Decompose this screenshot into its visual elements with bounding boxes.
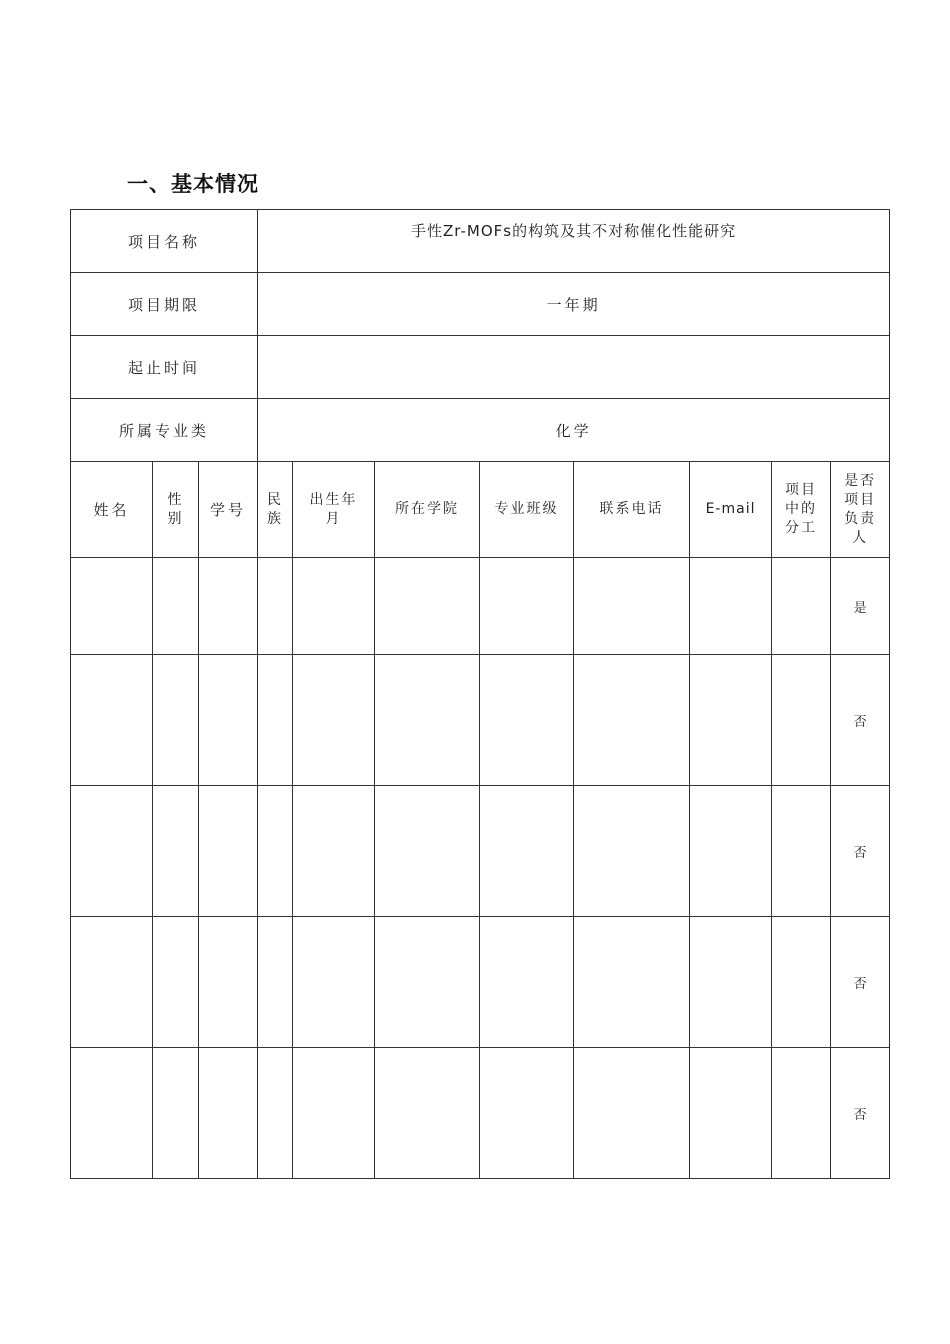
header-college: 所在学院: [375, 462, 480, 558]
is-leader-value: 是: [831, 558, 890, 655]
header-gender: 性别: [153, 462, 199, 558]
members-header-row: [71, 462, 890, 558]
header-phone: 联系电话: [574, 462, 690, 558]
member-row: [71, 786, 890, 917]
header-is-leader: 是否项目负责人: [831, 462, 890, 558]
is-leader-value: 否: [831, 786, 890, 917]
period-label: 起止时间: [71, 336, 258, 399]
header-birth-date: 出生年月: [293, 462, 375, 558]
project-name-label: 项目名称: [71, 210, 258, 273]
section-title: 一、基本情况: [127, 172, 259, 196]
header-ethnicity: 民族: [258, 462, 293, 558]
project-name-value: 手性Zr-MOFs的构筑及其不对称催化性能研究: [258, 210, 890, 273]
is-leader-value: 否: [831, 1048, 890, 1179]
major-value: 化学: [258, 399, 890, 462]
header-role: 项目中的分工: [772, 462, 831, 558]
period-value: [258, 336, 890, 399]
member-row: [71, 655, 890, 786]
major-row: [71, 399, 890, 462]
is-leader-value: 否: [831, 917, 890, 1048]
member-row: [71, 558, 890, 655]
project-name-row: [71, 210, 890, 273]
member-row: [71, 917, 890, 1048]
is-leader-value: 否: [831, 655, 890, 786]
duration-label: 项目期限: [71, 273, 258, 336]
duration-value: 一年期: [258, 273, 890, 336]
header-student-id: 学号: [199, 462, 258, 558]
major-label: 所属专业类: [71, 399, 258, 462]
member-row: [71, 1048, 890, 1179]
duration-row: [71, 273, 890, 336]
header-class: 专业班级: [480, 462, 574, 558]
header-email: E-mail: [690, 462, 772, 558]
header-name: 姓名: [71, 462, 153, 558]
period-row: [71, 336, 890, 399]
basic-info-table: [70, 209, 890, 1179]
